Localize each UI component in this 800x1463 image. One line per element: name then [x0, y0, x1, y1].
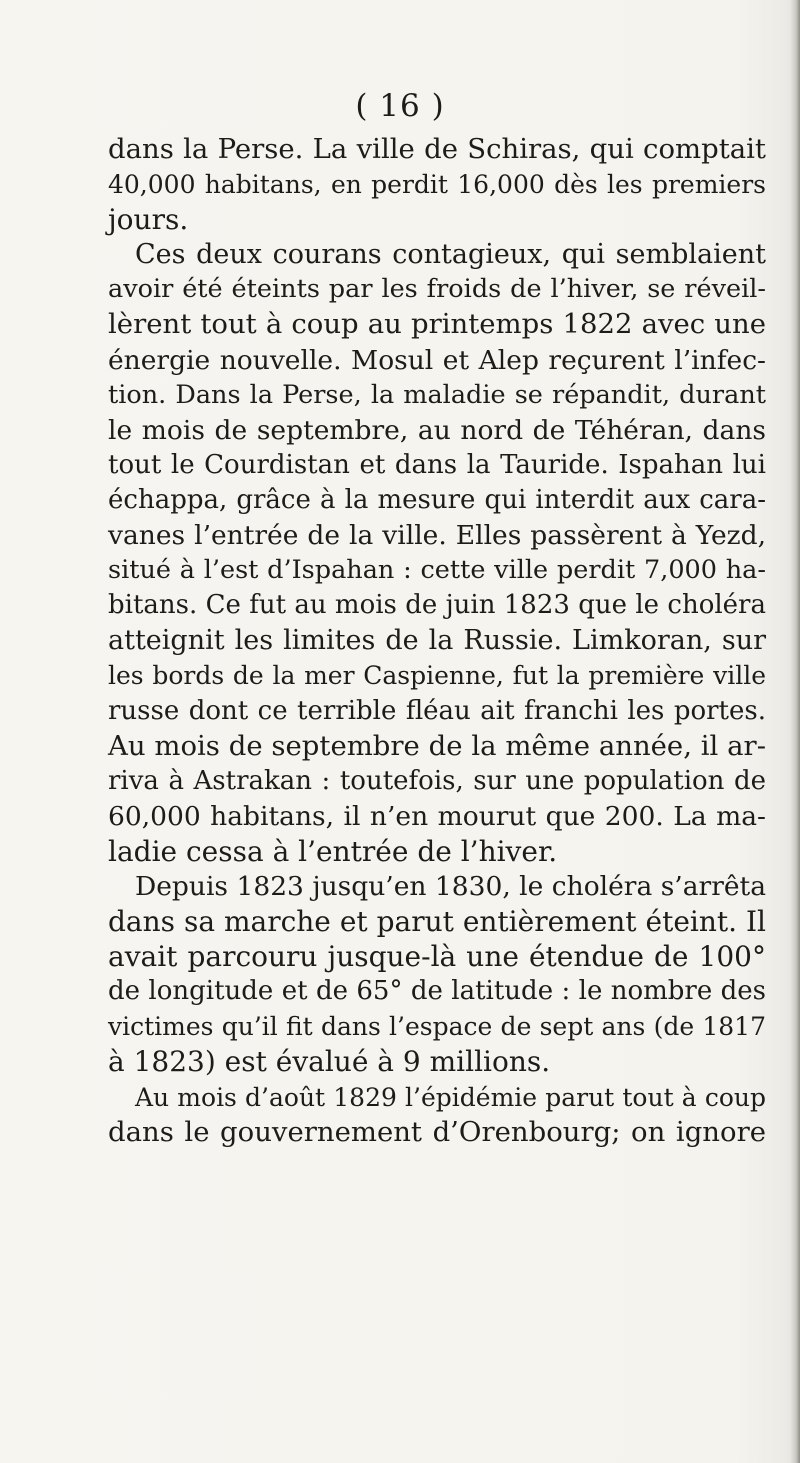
text-line: énergie nouvelle. Mosul et Alep reçurent l’infec-: [108, 344, 766, 376]
text-line: riva à Astrakan : toutefois, sur une population de: [108, 765, 766, 796]
text-line: tout le Courdistan et dans la Tauride. Ispahan lui: [108, 449, 766, 480]
text-line: lèrent tout à coup au printemps 1822 avec une: [108, 308, 766, 341]
text-line: atteignit les limites de la Russie. Limkoran, sur: [108, 625, 766, 657]
text-line: dans le gouvernement d’Orenbourg; on ignore: [108, 1115, 766, 1148]
text-line: les bords de la mer Caspienne, fut la première ville: [108, 661, 766, 691]
text-line: victimes qu’il fit dans l’espace de sept ans (de 1817: [108, 1012, 766, 1042]
text-line: le mois de septembre, au nord de Téhéran, dans: [108, 414, 766, 446]
text-line: vanes l’entrée de la ville. Elles passèrent à Yezd,: [108, 520, 766, 552]
page-number: ( 16 ): [355, 88, 445, 124]
text-line: échappa, grâce à la mesure qui interdit aux cara-: [108, 484, 766, 515]
text-line: tion. Dans la Perse, la maladie se répandit, durant: [108, 379, 766, 410]
text-line: Au mois de septembre de la même année, il ar-: [108, 729, 766, 762]
text-line: ladie cessa à l’entrée de l’hiver.: [108, 834, 558, 868]
text-line: à 1823) est évalué à 9 millions.: [108, 1045, 551, 1079]
text-line: avait parcouru jusque-là une étendue de 100°: [108, 940, 766, 974]
body-text: [108, 132, 766, 1150]
text-line: Au mois d’août 1829 l’épidémie parut tout à coup: [135, 1082, 766, 1112]
text-line: jours.: [108, 203, 189, 237]
text-line: avoir été éteints par les froids de l’hiver, se réveil-: [108, 274, 766, 305]
text-line: situé à l’est d’Ispahan : cette ville perdit 7,000 ha-: [108, 555, 766, 586]
text-line: Depuis 1823 jusqu’en 1830, le choléra s’arrêta: [135, 870, 766, 902]
page-edge-shadow: [790, 0, 800, 1463]
text-line: 40,000 habitans, en perdit 16,000 dès les premiers: [108, 170, 766, 200]
text-line: russe dont ce terrible fléau ait franchi les portes.: [108, 695, 766, 726]
text-line: de longitude et de 65° de latitude : le nombre des: [108, 976, 766, 1007]
text-line: 60,000 habitans, il n’en mourut que 200. La ma-: [108, 800, 766, 832]
text-line: dans la Perse. La ville de Schiras, qui comptait: [108, 133, 766, 165]
text-line: Ces deux courans contagieux, qui semblaient: [135, 239, 766, 271]
text-line: bitans. Ce fut au mois de juin 1823 que le choléra: [108, 590, 766, 621]
text-line: dans sa marche et parut entièrement éteint. Il: [108, 905, 766, 939]
